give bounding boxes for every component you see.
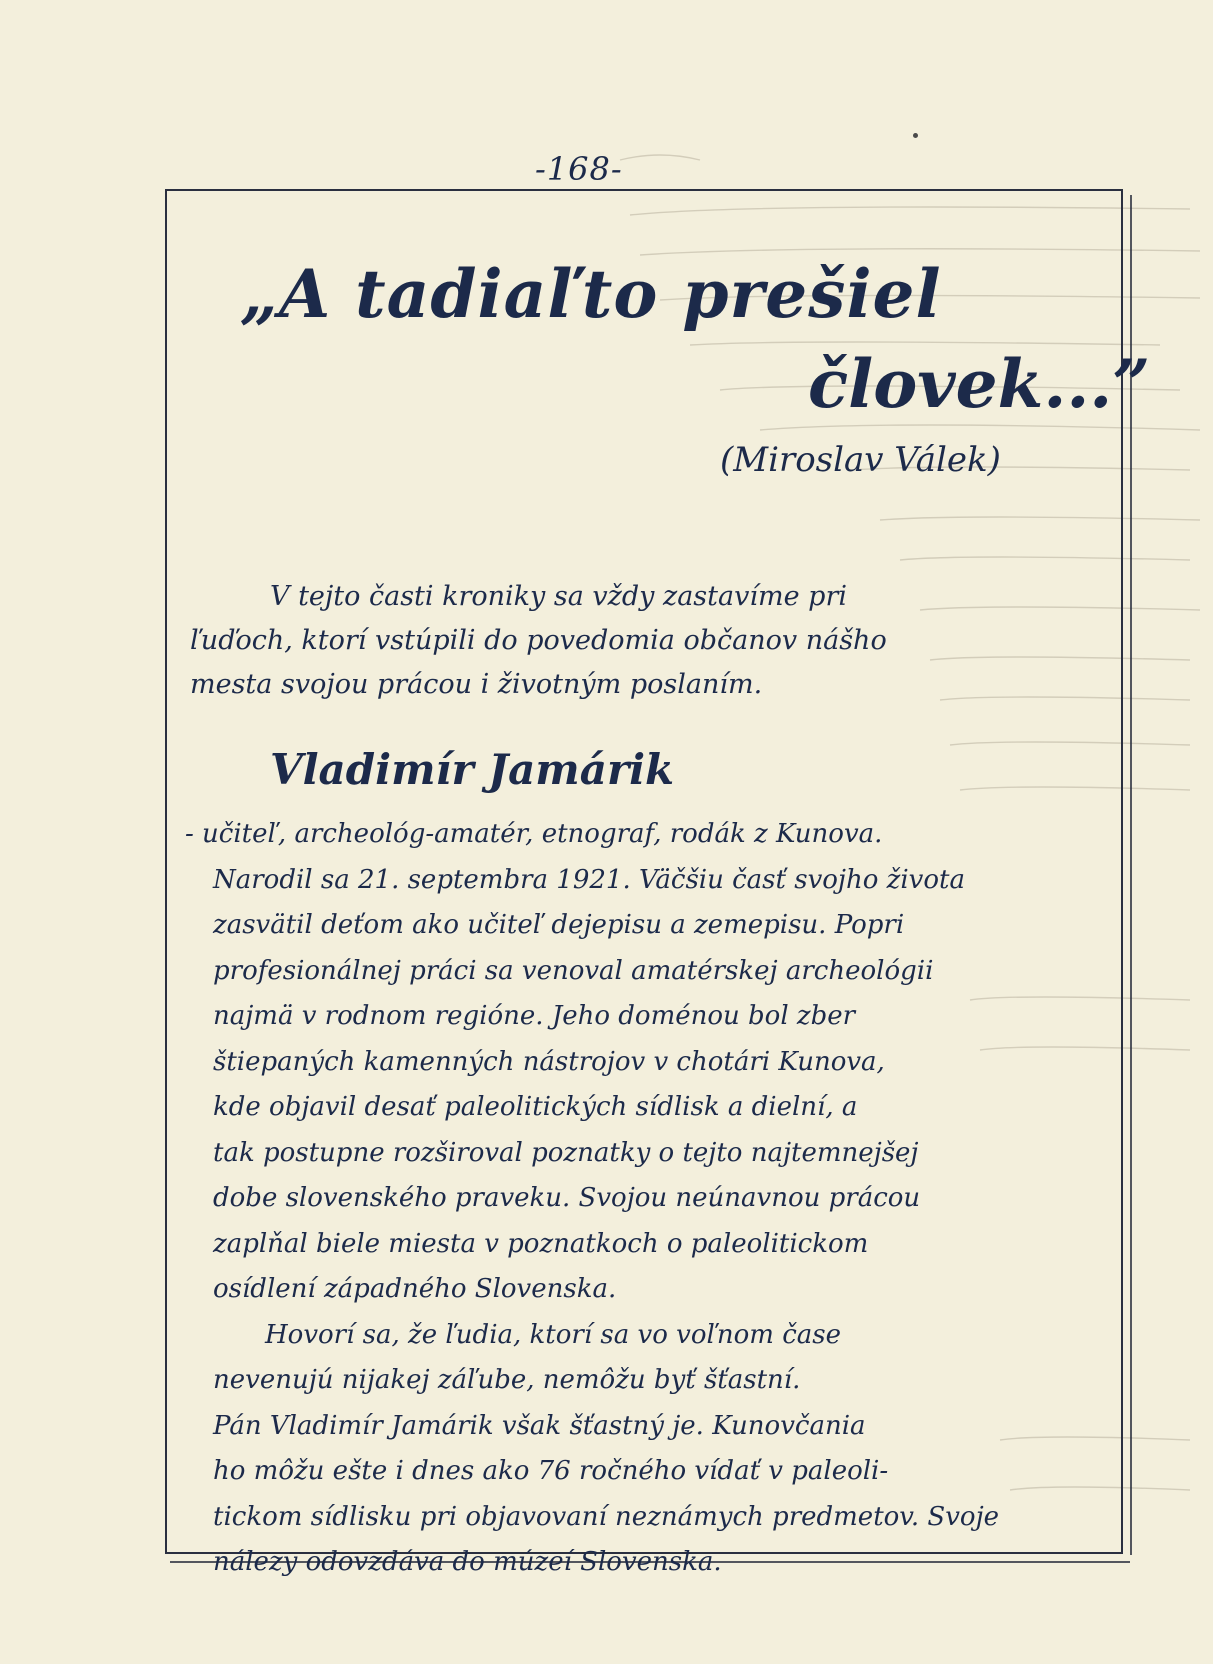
body-line: nevenujú nijakej záľube, nemôžu byť šťastní. xyxy=(213,1365,801,1395)
ink-dot xyxy=(913,133,918,138)
biography-text xyxy=(185,812,1115,1586)
person-heading: Vladimír Jamárik xyxy=(270,745,675,794)
body-line: štiepaných kamenných nástrojov v chotári Kunova, xyxy=(213,1046,885,1077)
quote-author: (Miroslav Válek) xyxy=(720,440,1001,480)
body-line: osídlení západného Slovenska. xyxy=(213,1274,617,1304)
page-number: -168- xyxy=(535,150,623,188)
body-line: Pán Vladimír Jamárik však šťastný je. Kunovčania xyxy=(213,1410,866,1441)
body-line: zasvätil deťom ako učiteľ dejepisu a zemepisu. Popri xyxy=(213,910,905,940)
intro-line: ľuďoch, ktorí vstúpili do povedomia občanov nášho xyxy=(190,625,887,656)
body-line: Hovorí sa, že ľudia, ktorí sa vo voľnom čase xyxy=(265,1319,841,1350)
body-line: nálezy odovzdáva do múzeí Slovenska. xyxy=(213,1547,722,1577)
body-line: tickom sídlisku pri objavovaní neznámych predmetov. Svoje xyxy=(213,1501,1000,1532)
intro-paragraph xyxy=(190,575,1110,707)
body-line: zaplňal biele miesta v poznatkoch o paleolitickom xyxy=(213,1228,869,1259)
body-line: kde objavil desať paleolitických sídlisk a dielní, a xyxy=(213,1092,858,1122)
body-line: ho môžu ešte i dnes ako 76 ročného vídať v paleoli- xyxy=(213,1456,889,1486)
body-line: tak postupne rozširoval poznatky o tejto najtemnejšej xyxy=(213,1137,919,1168)
intro-line: mesta svojou prácou i životným poslaním. xyxy=(190,669,763,700)
body-line: - učiteľ, archeológ-amatér, etnograf, rodák z Kunova. xyxy=(185,819,883,849)
body-line: profesionálnej práci sa venoval amatérskej archeológii xyxy=(213,955,934,986)
title-line-1: „A tadiaľto prešiel xyxy=(240,255,942,333)
body-line: najmä v rodnom regióne. Jeho doménou bol zber xyxy=(213,1001,856,1031)
title-line-2: človek...” xyxy=(808,345,1151,423)
body-line: Narodil sa 21. septembra 1921. Väčšiu časť svojho života xyxy=(213,864,965,895)
intro-line: V tejto časti kroniky sa vždy zastavíme pri xyxy=(270,581,847,612)
body-line: dobe slovenského praveku. Svojou neúnavnou prácou xyxy=(213,1183,921,1213)
